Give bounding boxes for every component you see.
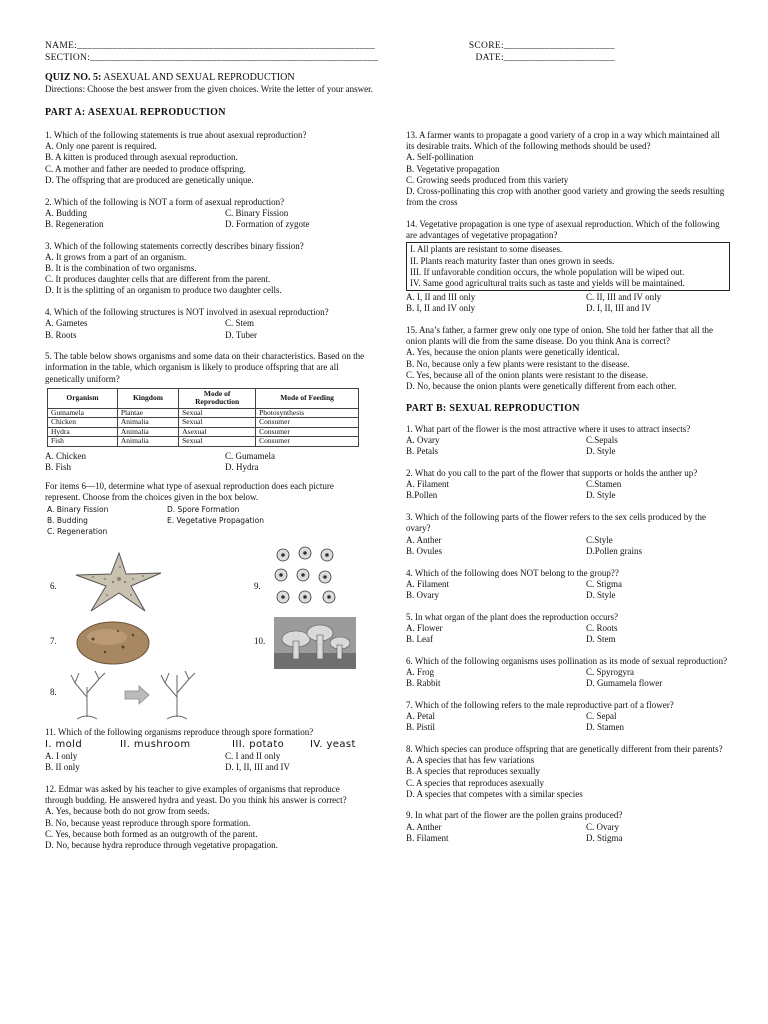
statement: III. If unfavorable condition occurs, the whole population will be wiped out. <box>410 266 685 277</box>
option: D. Tuber <box>225 329 258 340</box>
binary-fission-cells-image <box>269 545 345 609</box>
option: D. Hydra <box>225 462 259 473</box>
option: C.Stamen <box>586 479 622 490</box>
option: A. I, II and III only <box>406 292 476 303</box>
left-column <box>45 130 365 862</box>
statement-box <box>406 242 730 291</box>
table-cell: Sexual <box>179 408 256 418</box>
question-13 <box>406 130 728 208</box>
question-1 <box>45 130 365 186</box>
option: B. No, because yeast reproduce through spore formation. <box>45 817 251 828</box>
option: C. It produces daughter cells that are different from the parent. <box>45 274 271 285</box>
question-stem: 15. Ana’s father, a farmer grew only one type of onion. She told her father that all the onion plants will die from the same disease. Do you think Ana is correct? <box>406 325 714 347</box>
option: C. Yes, because both formed as an outgrowth of the parent. <box>45 828 258 839</box>
question-stem: 3. Which of the following parts of the flower refers to the sex cells produced by the ovary? <box>406 512 706 534</box>
option: C. A species that reproduces asexually <box>406 777 544 788</box>
choice: C. Regeneration <box>47 526 108 536</box>
table-header: Mode of Reproduction <box>179 388 256 408</box>
option: A. A species that has few variations <box>406 755 535 766</box>
item-label: 6. <box>50 580 57 591</box>
question-12 <box>45 784 365 851</box>
option: D. Cross-pollinating this crop with another good variety and growing the seeds resulting from the cross <box>406 186 725 208</box>
table-cell: Animalia <box>117 418 178 428</box>
table-row <box>48 418 359 428</box>
choice: B. Budding <box>47 515 88 525</box>
question-stem: 6. Which of the following organisms uses pollination as its mode of sexual reproduction? <box>406 655 728 666</box>
organism-item: IV. yeast <box>310 738 356 750</box>
starfish-image <box>73 549 165 615</box>
option: D. I, II, III and IV <box>586 303 651 314</box>
question-stem: 7. Which of the following refers to the male reproductive part of a flower? <box>406 699 674 710</box>
option: A. Yes, because both do not grow from seeds. <box>45 806 210 817</box>
table-row <box>48 437 359 447</box>
option: D. The offspring that are produced are genetically unique. <box>45 174 254 185</box>
option: A. Filament <box>406 479 449 490</box>
option: B. Filament <box>406 832 449 843</box>
option: B. II only <box>45 762 80 773</box>
table-cell: Chicken <box>48 418 118 428</box>
picture-grid <box>45 537 365 725</box>
organism-item: I. mold <box>45 738 83 750</box>
option: C. Binary Fission <box>225 207 289 218</box>
option: A. It grows from a part of an organism. <box>45 251 187 262</box>
question-stem: 1. Which of the following statements is true about asexual reproduction? <box>45 130 307 140</box>
item-label: 8. <box>50 686 57 697</box>
option: C. Gumamela <box>225 450 275 461</box>
option: C. Stem <box>225 318 255 329</box>
option: C. Yes, because all of the onion plants were resistant to the disease. <box>406 369 648 380</box>
part-b-question-9 <box>406 810 728 844</box>
option: C. Roots <box>586 622 618 633</box>
question-stem: 9. In what part of the flower are the pollen grains produced? <box>406 810 623 821</box>
table-header: Mode of Feeding <box>256 388 359 408</box>
option: D. Formation of zygote <box>225 218 310 229</box>
part-b-heading: PART B: SEXUAL REPRODUCTION <box>406 402 580 414</box>
option: A. Budding <box>45 207 88 218</box>
part-b-question-6 <box>406 656 728 690</box>
quiz-topic: ASEXUAL AND SEXUAL REPRODUCTION <box>101 72 295 83</box>
table-cell: Sexual <box>179 437 256 447</box>
part-a-heading: PART A: ASEXUAL REPRODUCTION <box>45 107 226 118</box>
question-stem: 14. Vegetative propagation is one type of asexual reproduction. Which of the following are advantages of vegetative propagation? <box>406 218 720 241</box>
part-b-question-2 <box>406 468 728 502</box>
option: C. Spyrogyra <box>586 666 634 677</box>
question-stem: 11. Which of the following organisms reproduce through spore formation? <box>45 726 314 737</box>
option: A. Frog <box>406 666 435 677</box>
table-cell: Asexual <box>179 427 256 437</box>
table-cell: Photosynthesis <box>256 408 359 418</box>
part-b-question-4 <box>406 568 728 602</box>
table-header: Organism <box>48 388 118 408</box>
option: D. Stamen <box>586 722 624 733</box>
statement: I. All plants are resistant to some diseases. <box>410 244 563 255</box>
option: B. No, because only a few plants were resistant to the disease. <box>406 358 630 369</box>
option: D. Style <box>586 446 616 457</box>
table-cell: Animalia <box>117 437 178 447</box>
option: C. Growing seeds produced from this variety <box>406 174 569 185</box>
question-3 <box>45 241 365 297</box>
choice: E. Vegetative Propagation <box>167 515 265 525</box>
directions: Directions: Choose the best answer from the given choices. Write the letter of your answer. <box>45 84 373 94</box>
option: C. Sepal <box>586 711 617 722</box>
quiz-title <box>45 72 465 84</box>
question-stem: 5. In what organ of the plant does the reproduction occurs? <box>406 611 619 622</box>
option: B. Pistil <box>406 722 436 733</box>
option: B. Roots <box>45 329 77 340</box>
choice: A. Binary Fission <box>47 504 109 514</box>
option: B. Fish <box>45 462 72 473</box>
table-cell: Sexual <box>179 418 256 428</box>
question-15 <box>406 325 728 392</box>
option: B. Vegetative propagation <box>406 163 500 174</box>
part-b-question-3 <box>406 512 728 557</box>
option: D. No, because the onion plants were genetically different from each other. <box>406 381 677 392</box>
option: D. No, because hydra reproduce through vegetative propagation. <box>45 840 278 850</box>
option: C. II, III and IV only <box>586 292 662 303</box>
right-column <box>406 130 728 855</box>
choice: D. Spore Formation <box>167 504 240 514</box>
option: B.Pollen <box>406 490 438 501</box>
question-stem: 3. Which of the following statements correctly describes binary fission? <box>45 240 304 251</box>
name-field-label: NAME:___________________________________________________________ <box>45 41 376 51</box>
potato-image <box>73 617 153 667</box>
regeneration-diagram <box>67 667 217 725</box>
score-field-label: SCORE:______________________ <box>468 41 615 51</box>
part-b-question-8 <box>406 744 728 800</box>
option: A. Only one parent is required. <box>45 141 157 152</box>
question-11 <box>45 727 365 774</box>
header <box>45 40 615 64</box>
section-field-label: SECTION:_________________________________________________________ <box>45 53 378 63</box>
option: B. A kitten is produced through asexual reproduction. <box>45 152 238 163</box>
question-stem: 12. Edmar was asked by his teacher to give examples of organisms that reproduce through budding. He answered hydra and yeast. Do you think his answer is correct? <box>45 783 347 806</box>
organism-list <box>45 739 365 750</box>
question-stem: 1. What part of the flower is the most attractive where it uses to attract insects? <box>406 423 691 434</box>
statement: IV. Same good agricultural traits such as taste and yields will be maintained. <box>410 277 685 288</box>
item-label: 9. <box>254 580 261 591</box>
table-cell: Gumamela <box>48 408 118 418</box>
mushroom-image <box>274 617 356 669</box>
option: C.Style <box>586 534 613 545</box>
option: A. Petal <box>406 711 435 722</box>
option: A. Flower <box>406 622 443 633</box>
option: A. Self-pollination <box>406 152 474 163</box>
table-cell: Consumer <box>256 437 359 447</box>
table-cell: Consumer <box>256 427 359 437</box>
quiz-number: QUIZ NO. 5: <box>45 72 102 83</box>
option: B. A species that reproduces sexually <box>406 766 540 777</box>
option: A. Yes, because the onion plants were genetically identical. <box>406 347 620 358</box>
option: D. Style <box>586 490 616 501</box>
option: C.Sepals <box>586 435 618 446</box>
option: A. Anther <box>406 821 442 832</box>
question-14 <box>406 219 728 315</box>
option: B. Ovary <box>406 589 439 600</box>
table-cell: Animalia <box>117 427 178 437</box>
question-stem: 8. Which species can produce offspring that are genetically different from their parents? <box>406 743 723 754</box>
organism-item: III. potato <box>232 738 285 750</box>
question-stem: 2. What do you call to the part of the flower that supports or holds the anther up? <box>406 468 698 479</box>
option: A. Anther <box>406 534 442 545</box>
table-cell: Plantae <box>117 408 178 418</box>
item-label: 7. <box>50 635 57 646</box>
option: B. It is the combination of two organisms. <box>45 263 197 274</box>
part-b-question-7 <box>406 700 728 734</box>
choice-box <box>47 504 347 537</box>
table-cell: Consumer <box>256 418 359 428</box>
table-cell: Fish <box>48 437 118 447</box>
option: B. Regeneration <box>45 218 104 229</box>
option: B. Ovules <box>406 545 442 556</box>
part-b-question-5 <box>406 612 728 646</box>
option: C. Ovary <box>586 821 619 832</box>
option: C. A mother and father are needed to produce offspring. <box>45 163 247 174</box>
organism-table <box>47 388 359 447</box>
question-stem: For items 6—10, determine what type of asexual reproduction does each picture represent. Choose from the choices given in the box below. <box>45 481 334 503</box>
option: A. I only <box>45 751 78 762</box>
question-4 <box>45 307 365 341</box>
date-field-label: DATE:______________________ <box>475 53 615 63</box>
option: A. Ovary <box>406 435 440 446</box>
option: D.Pollen grains <box>586 545 642 556</box>
question-5 <box>45 351 365 473</box>
statement: II. Plants reach maturity faster than ones grown in seeds. <box>410 255 615 266</box>
option: A. Chicken <box>45 450 86 461</box>
option: B. Petals <box>406 446 439 457</box>
option: D. It is the splitting of an organism to produce two daughter cells. <box>45 285 282 296</box>
option: B. Leaf <box>406 634 433 645</box>
option: D. I, II, III and IV <box>225 762 290 773</box>
items-6-to-10 <box>45 481 365 724</box>
part-b-question-1 <box>406 424 728 458</box>
option: A. Gametes <box>45 318 88 329</box>
option: B. Rabbit <box>406 678 441 689</box>
option: D. Stem <box>586 634 616 645</box>
table-header: Kingdom <box>117 388 178 408</box>
option: D. A species that competes with a similar species <box>406 788 583 799</box>
item-label: 10. <box>254 635 266 646</box>
question-stem: 5. The table below shows organisms and some data on their characteristics. Based on the information in the table, which organism is likely to produce offspring that are all genetically uniform? <box>45 351 365 384</box>
question-stem: 4. Which of the following structures is NOT involved in asexual reproduction? <box>45 307 329 318</box>
option: C. Stigma <box>586 578 623 589</box>
option: C. I and II only <box>225 751 281 762</box>
table-row <box>48 427 359 437</box>
question-stem: 13. A farmer wants to propagate a good variety of a crop in a way which maintained all its desirable traits. Which of the following methods should be used? <box>406 130 720 152</box>
option: D. Gumamela flower <box>586 678 663 689</box>
question-stem: 4. Which of the following does NOT belong to the group?? <box>406 567 619 578</box>
option: D. Style <box>586 589 616 600</box>
option: B. I, II and IV only <box>406 303 476 314</box>
option: D. Stigma <box>586 832 623 843</box>
question-stem: 2. Which of the following is NOT a form of asexual reproduction? <box>45 196 285 207</box>
question-2 <box>45 197 365 231</box>
table-row <box>48 408 359 418</box>
table-cell: Hydra <box>48 427 118 437</box>
organism-item: II. mushroom <box>120 738 191 750</box>
option: A. Filament <box>406 578 449 589</box>
